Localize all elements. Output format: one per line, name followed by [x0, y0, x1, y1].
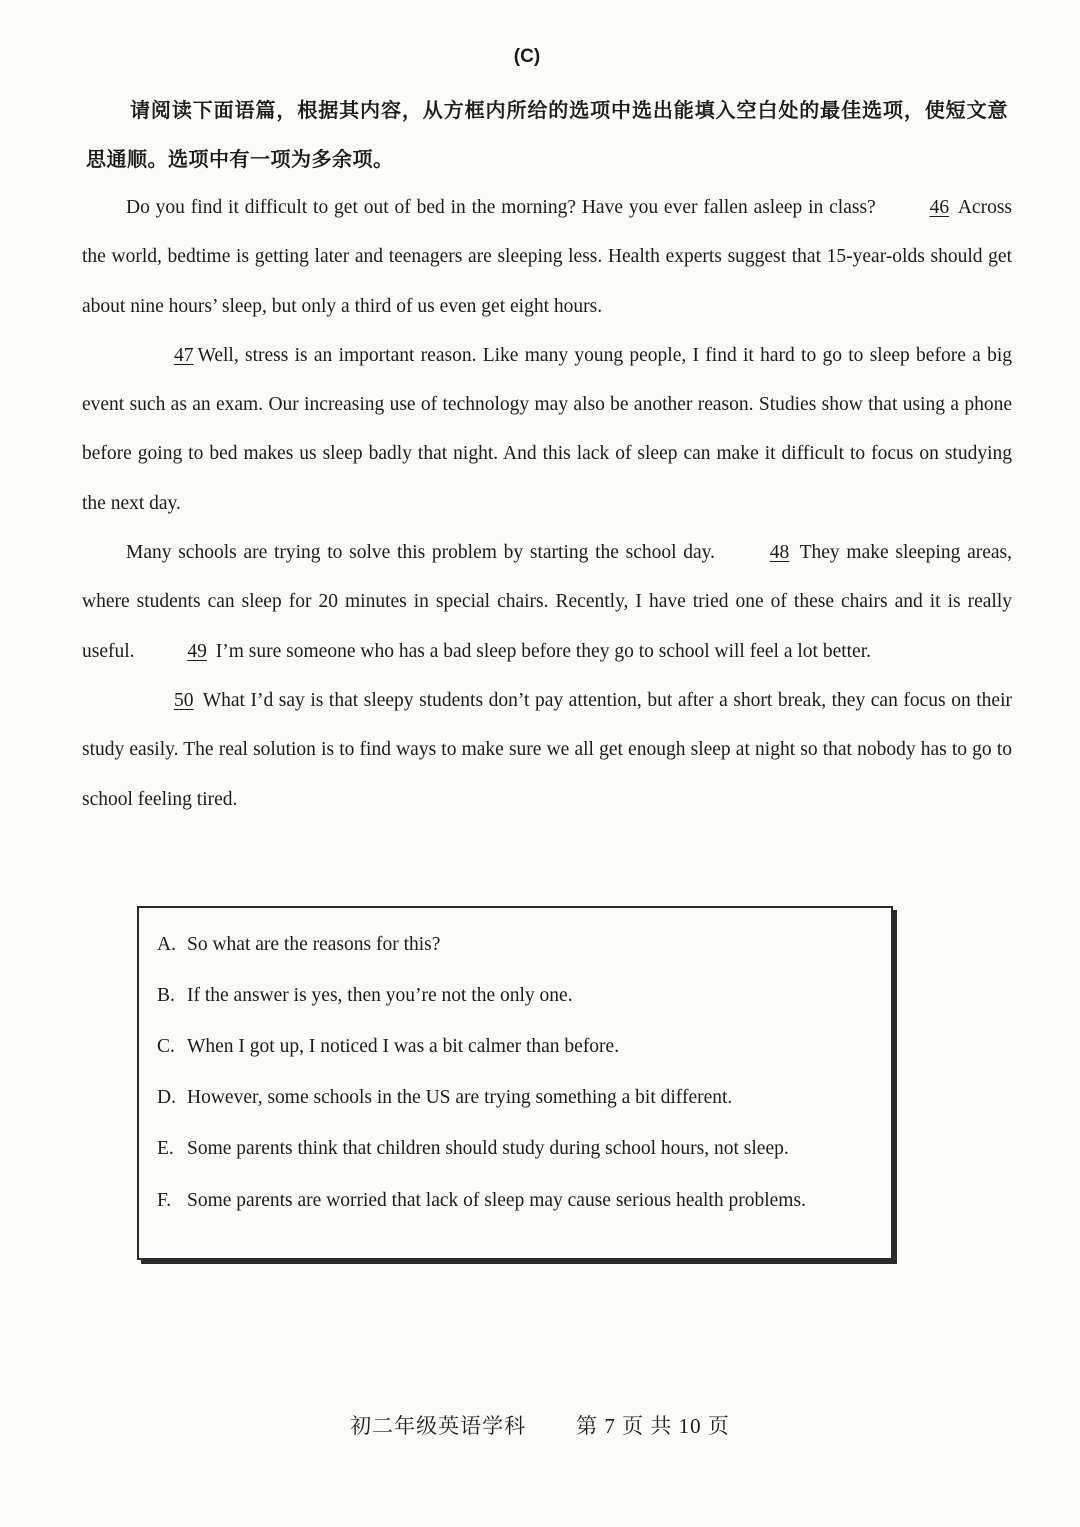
- paragraph-2: [82, 331, 1012, 528]
- option-a: [157, 934, 440, 956]
- paragraph-text: I’m sure someone who has a bad sleep before they go to school will feel a lot better.: [210, 640, 872, 662]
- page-footer: [0, 1410, 1080, 1440]
- option-c: [157, 1036, 619, 1058]
- paragraph-text: They make sleeping areas, where students can sleep for 20 minutes in special chairs. Recently, I have tried one of these chairs and it is really useful.: [82, 542, 1012, 662]
- option-d: [157, 1087, 732, 1109]
- option-text: Some parents think that children should study during school hours, not sleep.: [187, 1138, 789, 1159]
- option-letter: F.: [157, 1190, 172, 1211]
- section-label: (C): [513, 46, 541, 67]
- paragraph-text: Do you find it difficult to get out of bed in the morning? Have you ever fallen asleep in class?: [126, 197, 882, 218]
- option-letter: A.: [157, 934, 176, 955]
- option-text: When I got up, I noticed I was a bit calmer than before.: [187, 1036, 620, 1057]
- instruction-text: 请阅读下面语篇，根据其内容，从方框内所给的选项中选出能填入空白处的最佳选项，使短文意思通顺。选项中有一项为多余项。: [86, 98, 1008, 171]
- paragraph-text: Well, stress is an important reason. Like many young people, I find it hard to go to sleep before a big event such as an exam. Our increasing use of technology may also be another reason. Studies show that using a phone before going to bed makes us sleep badly that night. And this lack of sleep can make it difficult to focus on studying the next day.: [82, 344, 1012, 514]
- paragraph-text: Across the world, bedtime is getting later and teenagers are sleeping less. Health experts suggest that 15-year-olds should get about nine hours’ sleep, but only a third of us even get eight hours.: [82, 197, 1012, 317]
- option-text: If the answer is yes, then you’re not the only one.: [187, 985, 573, 1006]
- footer-subject: 初二年级英语学科: [350, 1414, 527, 1438]
- option-letter: E.: [157, 1138, 174, 1159]
- paragraph-4: [82, 676, 1012, 824]
- blank-48: 48: [769, 542, 790, 564]
- option-text: So what are the reasons for this?: [187, 934, 441, 955]
- paragraph-text: What I’d say is that sleepy students don’t pay attention, but after a short break, they can focus on their study easily. The real solution is to find ways to make sure we all get enough sleep at night so that nobody has to go to school feeling tired.: [82, 689, 1012, 810]
- paragraph-1: [82, 183, 1012, 331]
- blank-50: 50: [174, 689, 194, 711]
- paragraph-text: Many schools are trying to solve this problem by starting the school day.: [126, 542, 722, 564]
- option-letter: D.: [157, 1087, 176, 1108]
- option-b: [157, 985, 573, 1007]
- option-text: Some parents are worried that lack of sleep may cause serious health problems.: [187, 1190, 806, 1211]
- reading-passage: [82, 183, 1012, 824]
- blank-47: 47: [174, 344, 194, 366]
- option-e: [157, 1138, 789, 1160]
- option-letter: C.: [157, 1036, 175, 1057]
- option-letter: B.: [157, 985, 175, 1006]
- footer-page-number: 第 7 页 共 10 页: [576, 1414, 730, 1438]
- option-f: [157, 1190, 806, 1212]
- blank-46: 46: [929, 197, 950, 218]
- blank-49: 49: [187, 640, 207, 662]
- options-box: [137, 906, 893, 1260]
- option-text: However, some schools in the US are trying something a bit different.: [187, 1087, 733, 1108]
- paragraph-3: [82, 528, 1012, 676]
